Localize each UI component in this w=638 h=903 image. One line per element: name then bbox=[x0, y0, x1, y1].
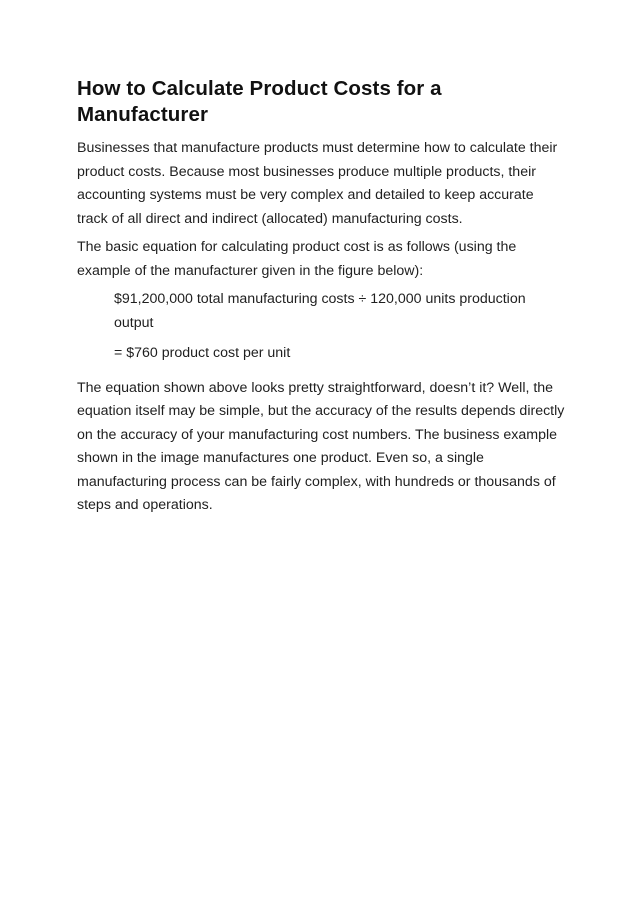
document-title: How to Calculate Product Costs for a Manufacturer bbox=[77, 77, 442, 126]
equation-intro-paragraph: The basic equation for calculating product cost is as follows (using the example of the manufacturer given in the figure below): bbox=[77, 239, 517, 279]
equation-line-2: = $760 product cost per unit bbox=[114, 345, 291, 361]
intro-paragraph: Businesses that manufacture products must determine how to calculate their product costs. Because most businesses produce multiple products, their accounting systems must be very complex and detailed to keep accurate track of all direct and indirect (allocated) manufacturing costs. bbox=[77, 140, 558, 227]
closing-paragraph: The equation shown above looks pretty straightforward, doesn’t it? Well, the equation itself may be simple, but the accuracy of the results depends directly on the accuracy of your manufacturing cost numbers. The business example shown in the image manufactures one product. Even so, a single manufacturing process can be fairly complex, with hundreds or thousands of steps and operations. bbox=[77, 379, 565, 513]
document-page bbox=[77, 76, 567, 523]
equation-line-1: $91,200,000 total manufacturing costs ÷ 120,000 units production output bbox=[114, 291, 526, 331]
